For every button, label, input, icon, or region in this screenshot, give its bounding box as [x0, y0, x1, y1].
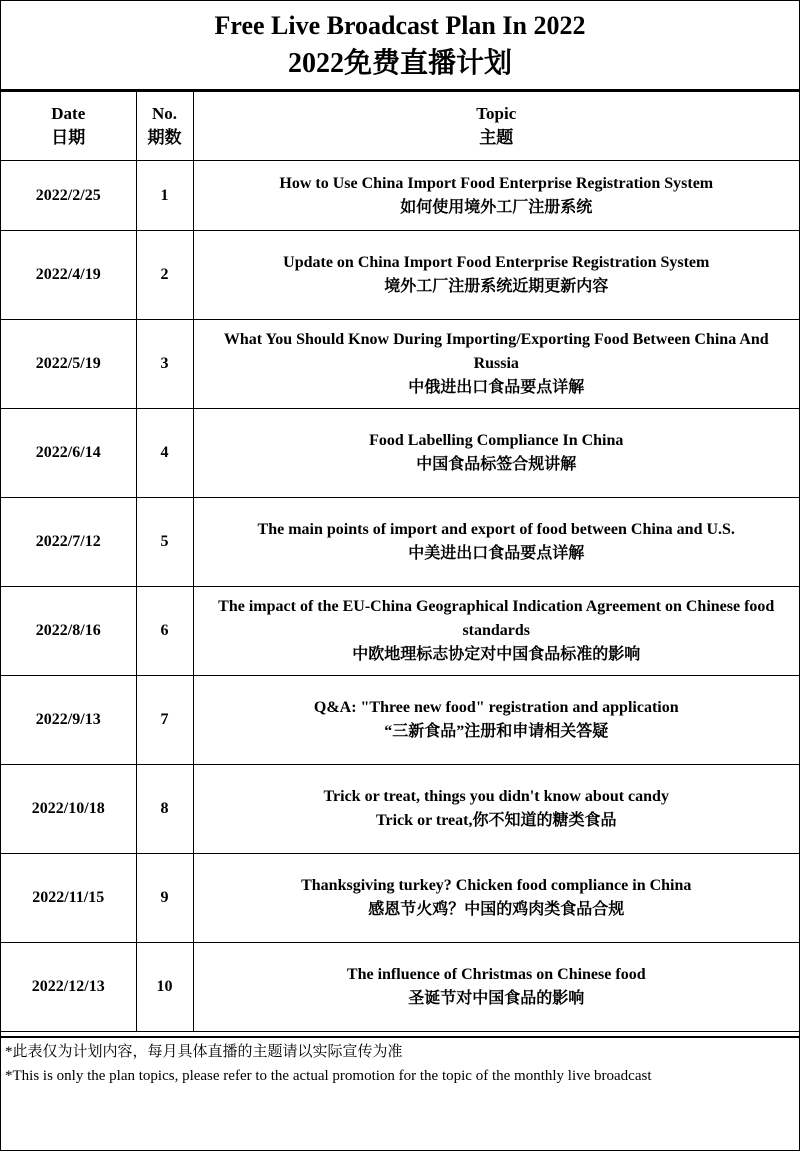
- topic-english: Thanksgiving turkey? Chicken food compliance in China: [301, 877, 692, 894]
- table-row: [1, 943, 799, 1032]
- topic-english: The influence of Christmas on Chinese food: [346, 966, 646, 983]
- row-topic: [193, 587, 799, 676]
- topic-english: Update on China Import Food Enterprise Registration System: [283, 254, 710, 271]
- header-no: [136, 92, 193, 161]
- footer-note-chinese: *此表仅为计划内容，每月具体直播的主题请以实际宣传为准: [5, 1044, 403, 1060]
- row-number: 1: [136, 161, 193, 231]
- row-date: 2022/8/16: [1, 587, 136, 676]
- row-topic: [193, 161, 799, 231]
- topic-chinese: 中国食品标签合规讲解: [416, 456, 577, 473]
- table-row: [1, 320, 799, 409]
- row-date: 2022/6/14: [1, 409, 136, 498]
- table-row: [1, 676, 799, 765]
- row-topic: [193, 409, 799, 498]
- title-chinese: 2022免费直播计划: [287, 48, 512, 79]
- topic-english: How to Use China Import Food Enterprise Registration System: [279, 174, 714, 192]
- topic-english: Trick or treat, things you didn't know about candy: [323, 788, 669, 805]
- row-number: 4: [136, 409, 193, 498]
- row-number: 8: [136, 765, 193, 854]
- row-topic: [193, 765, 799, 854]
- row-topic: [193, 231, 799, 320]
- topic-chinese: 中欧地理标志协定对中国食品标准的影响: [352, 646, 641, 663]
- topic-chinese: 圣诞节对中国食品的影响: [408, 990, 585, 1007]
- row-date: 2022/10/18: [1, 765, 136, 854]
- footer-note-english: *This is only the plan topics, please refer to the actual promotion for the topic of the monthly live broadcast: [5, 1068, 652, 1084]
- header-date-zh: 日期: [51, 128, 86, 147]
- row-number: 10: [136, 943, 193, 1032]
- table-row: [1, 498, 799, 587]
- topic-chinese: 如何使用境外工厂注册系统: [400, 198, 593, 216]
- topic-chinese: 境外工厂注册系统近期更新内容: [384, 278, 609, 295]
- topic-chinese: Trick or treat,你不知道的糖类食品: [376, 812, 617, 829]
- row-number: 3: [136, 320, 193, 409]
- row-topic: [193, 943, 799, 1032]
- topic-english: Q&A: "Three new food" registration and application: [313, 699, 679, 716]
- header-topic-zh: 主题: [479, 128, 514, 147]
- row-date: 2022/12/13: [1, 943, 136, 1032]
- topic-chinese: 中俄进出口食品要点详解: [408, 379, 585, 396]
- table-row: [1, 854, 799, 943]
- table-row: [1, 409, 799, 498]
- row-number: 6: [136, 587, 193, 676]
- topic-english: The main points of import and export of food between China and U.S.: [257, 521, 735, 538]
- topic-chinese: 中美进出口食品要点详解: [408, 545, 585, 562]
- header-no-zh: 期数: [147, 128, 182, 147]
- row-topic: [193, 320, 799, 409]
- header-no-en: No.: [151, 104, 178, 123]
- title-english: Free Live Broadcast Plan In 2022: [214, 11, 586, 40]
- header-topic: [193, 92, 799, 161]
- row-topic: [193, 854, 799, 943]
- topic-english: The impact of the EU-China Geographical Indication Agreement on Chinese food standards: [218, 598, 775, 639]
- table-row: [1, 587, 799, 676]
- table-row: [1, 161, 799, 231]
- footer-note: [1, 1036, 799, 1152]
- topic-english: Food Labelling Compliance In China: [369, 432, 624, 449]
- header-topic-en: Topic: [476, 104, 517, 123]
- header-row: [1, 92, 799, 161]
- table-row: [1, 231, 799, 320]
- row-date: 2022/9/13: [1, 676, 136, 765]
- plan-table: [1, 91, 799, 1032]
- row-date: 2022/2/25: [1, 161, 136, 231]
- topic-english: What You Should Know During Importing/Exporting Food Between China And Russia: [223, 331, 769, 372]
- row-number: 9: [136, 854, 193, 943]
- row-topic: [193, 676, 799, 765]
- row-number: 5: [136, 498, 193, 587]
- table-row: [1, 765, 799, 854]
- row-number: 7: [136, 676, 193, 765]
- row-date: 2022/4/19: [1, 231, 136, 320]
- title-block: [1, 1, 799, 91]
- row-topic: [193, 498, 799, 587]
- row-date: 2022/7/12: [1, 498, 136, 587]
- row-number: 2: [136, 231, 193, 320]
- topic-chinese: “三新食品”注册和申请相关答疑: [384, 723, 609, 740]
- header-date: [1, 92, 136, 161]
- row-date: 2022/5/19: [1, 320, 136, 409]
- row-date: 2022/11/15: [1, 854, 136, 943]
- topic-chinese: 感恩节火鸡？中国的鸡肉类食品合规: [368, 901, 625, 918]
- header-date-en: Date: [51, 104, 86, 123]
